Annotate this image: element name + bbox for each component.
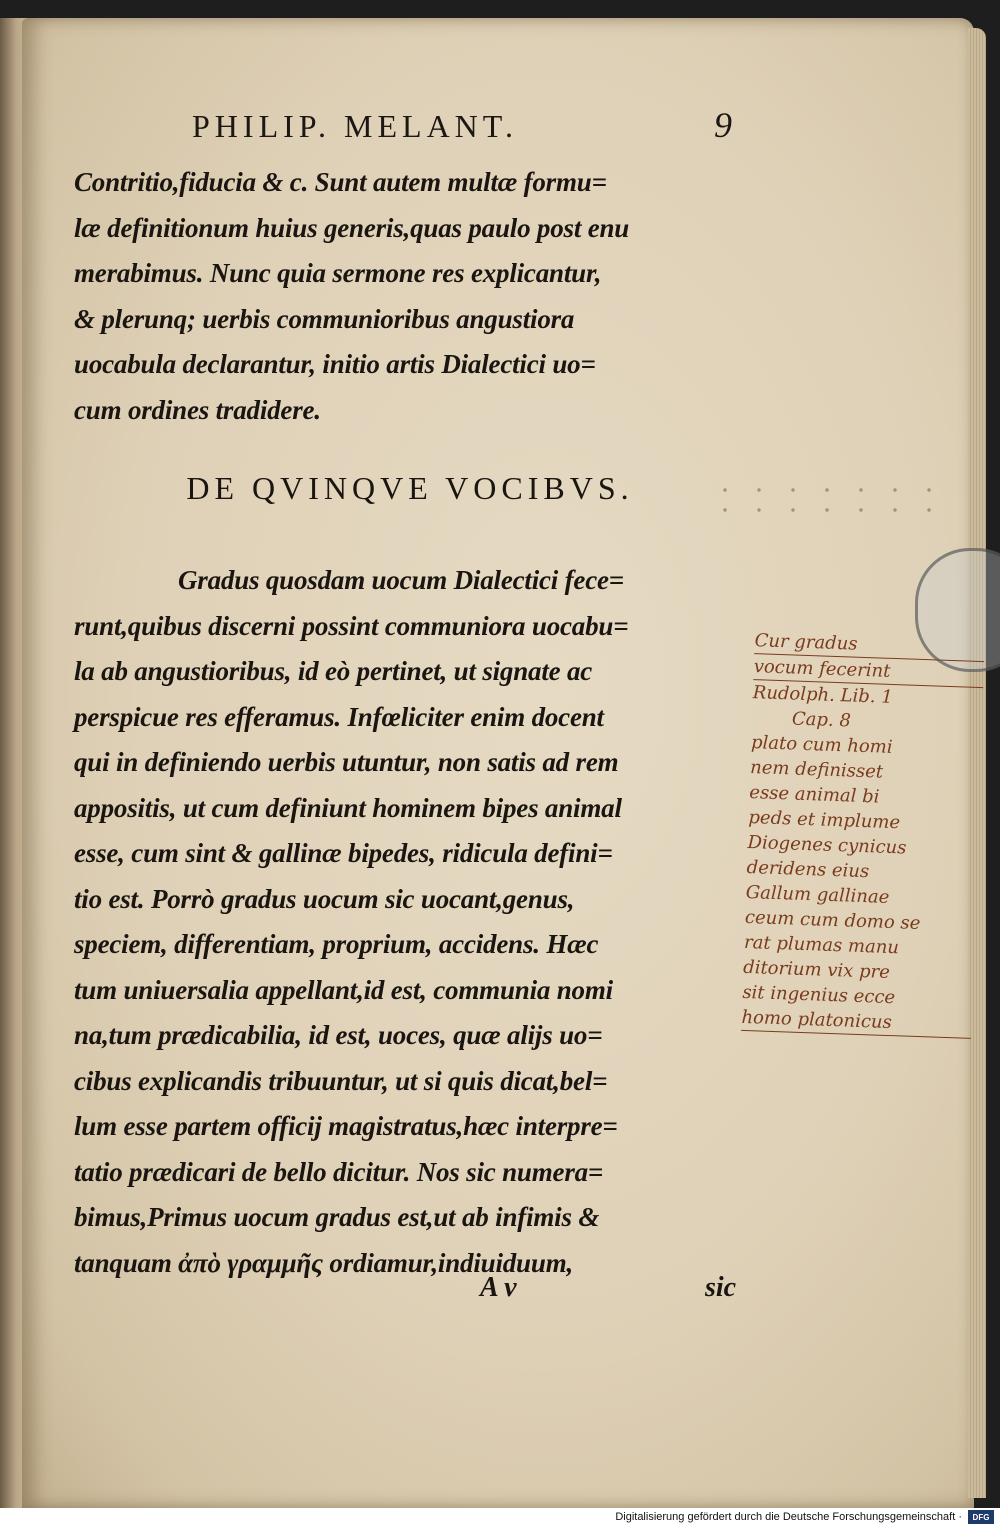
note-line: esse animal bi [748,782,880,808]
text-line: tum uniuersalia appellant,id est, communia nomi [74,974,613,1005]
text-line: tio est. Porrò gradus uocum sic uocant,genus, [74,883,575,914]
text-line: cibus explicandis tribuuntur, ut si quis dicat,bel= [74,1065,608,1096]
text-line: bimus,Primus uocum gradus est,ut ab infimis & [74,1202,600,1232]
note-line: nem definisset [749,757,884,783]
dfg-logo: DFG [968,1510,994,1524]
text-line: tanquam ἀπὸ γραμμῆς ordiamur,indiuiduum, [74,1247,574,1278]
note-line: vocum fecerint [753,654,984,688]
text-line: appositis, ut cum definiunt hominem bipes animal [74,792,622,823]
note-line: Diogenes cynicus [747,831,907,859]
paragraph-1 [74,160,754,433]
text-line: tatio prædicari de bello dicitur. Nos sic numera= [74,1156,604,1187]
page-number: 9 [714,105,732,145]
note-line: peds et implume [748,807,901,834]
digitization-footer [0,1508,1000,1526]
text-line: lum esse partem officij magistratus,hæc interpre= [74,1111,618,1141]
note-line: Gallum gallinae [745,881,890,908]
signature-mark: A v [480,1272,517,1303]
note-line: homo platonicus [741,1005,972,1039]
pencil-dots [708,480,948,520]
paragraph-2 [74,558,754,1286]
text-line: uocabula declarantur, initio artis Dialectici uo= [74,349,596,379]
note-line: rat plumas manu [743,931,900,959]
text-line: merabimus. Nunc quia sermone res explicantur, [74,258,602,288]
text-line: na,tum prædicabilia, id est, uoces, quæ alijs uo= [74,1020,603,1050]
note-line: Cap. 8 [791,708,852,732]
note-line: sit ingenius ecce [742,981,896,1009]
running-head [192,104,732,150]
note-line: deridens eius [746,856,870,883]
text-line: cum ordines tradidere. [74,394,321,425]
running-head-title: PHILIP. MELANT. [192,108,518,144]
catchword: sic [705,1272,737,1303]
note-line: Cur gradus [754,628,985,662]
text-line: qui in definiendo uerbis utuntur, non satis ad rem [74,747,619,777]
text-line: Contritio,fiducia & c. Sunt autem multæ formu= [74,167,607,197]
note-line: Rudolph. Lib. 1 [752,682,894,708]
note-line: plato cum homi [750,732,893,758]
text-line: esse, cum sint & gallinæ bipedes, ridicula defini= [74,838,613,868]
footer-credit: Digitalisierung gefördert durch die Deutsche Forschungsgemeinschaft · [615,1511,962,1523]
text-line: læ definitionum huius generis,quas paulo post enu [74,212,630,243]
text-line: Gradus quosdam uocum Dialectici fece= [178,565,624,595]
text-line: & plerunq; uerbis communioribus angustiora [74,303,575,334]
note-line: ceum cum domo se [744,906,921,935]
text-line: speciem, differentiam, proprium, accidens. Hæc [74,929,599,959]
note-line: ditorium vix pre [742,956,891,984]
section-title: DE QVINQVE VOCIBVS. [186,470,634,506]
text-line: runt,quibus discerni possint communiora uocabu= [74,610,629,641]
text-line: perspicue res efferamus. Infœliciter enim docent [74,701,604,732]
handwritten-marginal-note [741,628,985,1039]
text-line: la ab angustioribus, id eò pertinet, ut signate ac [74,656,593,686]
